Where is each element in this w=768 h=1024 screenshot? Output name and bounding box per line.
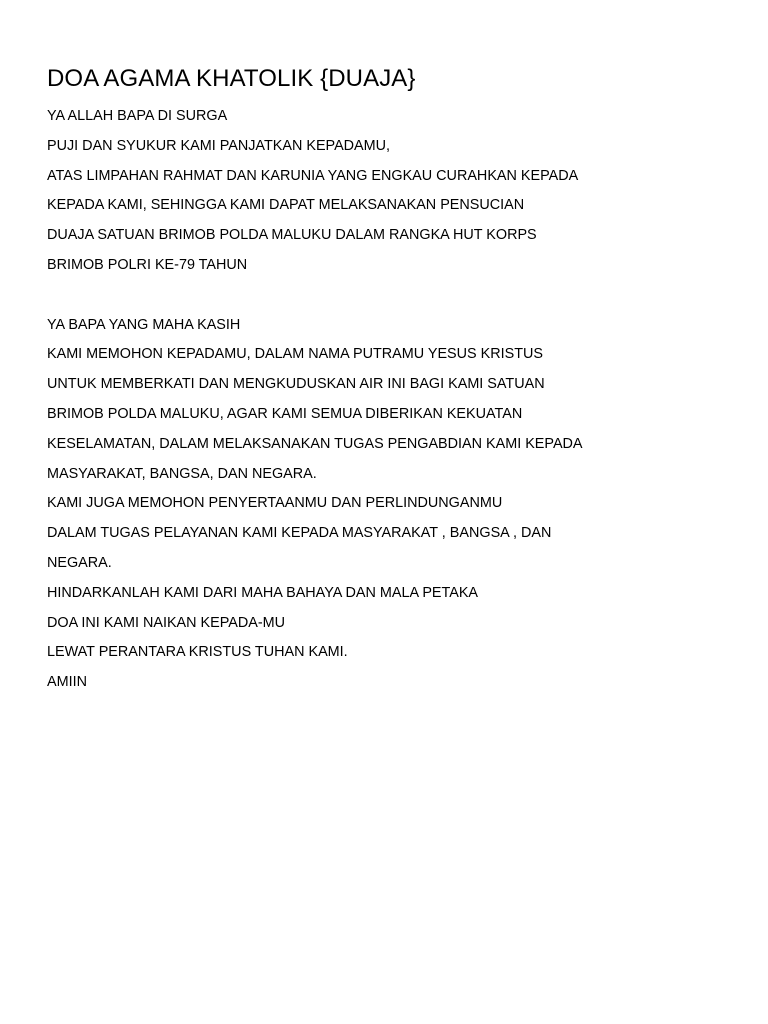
text-line: HINDARKANLAH KAMI DARI MAHA BAHAYA DAN MALA PETAKA (47, 584, 479, 601)
text-line: DOA INI KAMI NAIKAN KEPADA-MU (47, 614, 286, 631)
text-line: DALAM TUGAS PELAYANAN KAMI KEPADA MASYARAKAT , BANGSA , DAN (47, 525, 552, 542)
text-line: AMIIN (47, 674, 87, 691)
document-page (47, 62, 737, 698)
text-line: KEPADA KAMI, SEHINGGA KAMI DAPAT MELAKSANAKAN PENSUCIAN (47, 197, 525, 214)
text-line: KAMI JUGA MEMOHON PENYERTAANMU DAN PERLINDUNGANMU (47, 495, 503, 512)
text-line: LEWAT PERANTARA KRISTUS TUHAN KAMI. (47, 644, 348, 661)
text-line: KESELAMATAN, DALAM MELAKSANAKAN TUGAS PENGABDIAN KAMI KEPADA (47, 435, 583, 452)
document-title: DOA AGAMA KHATOLIK {DUAJA} (47, 65, 416, 92)
document-body (47, 102, 737, 698)
text-line: DUAJA SATUAN BRIMOB POLDA MALUKU DALAM RANGKA HUT KORPS (47, 227, 537, 244)
blank-line (47, 281, 737, 311)
text-line: MASYARAKAT, BANGSA, DAN NEGARA. (47, 465, 317, 482)
text-line: ATAS LIMPAHAN RAHMAT DAN KARUNIA YANG ENGKAU CURAHKAN KEPADA (47, 167, 579, 184)
text-line: YA ALLAH BAPA DI SURGA (47, 108, 228, 124)
text-line: UNTUK MEMBERKATI DAN MENGKUDUSKAN AIR INI BAGI KAMI SATUAN (47, 376, 545, 393)
text-line: NEGARA. (47, 554, 112, 571)
text-line: KAMI MEMOHON KEPADAMU, DALAM NAMA PUTRAMU YESUS KRISTUS (47, 346, 544, 363)
text-line: BRIMOB POLDA MALUKU, AGAR KAMI SEMUA DIBERIKAN KEKUATAN (47, 405, 523, 422)
text-line: BRIMOB POLRI KE-79 TAHUN (47, 256, 248, 273)
text-line: YA BAPA YANG MAHA KASIH (47, 316, 241, 333)
text-line: PUJI DAN SYUKUR KAMI PANJATKAN KEPADAMU, (47, 137, 391, 154)
